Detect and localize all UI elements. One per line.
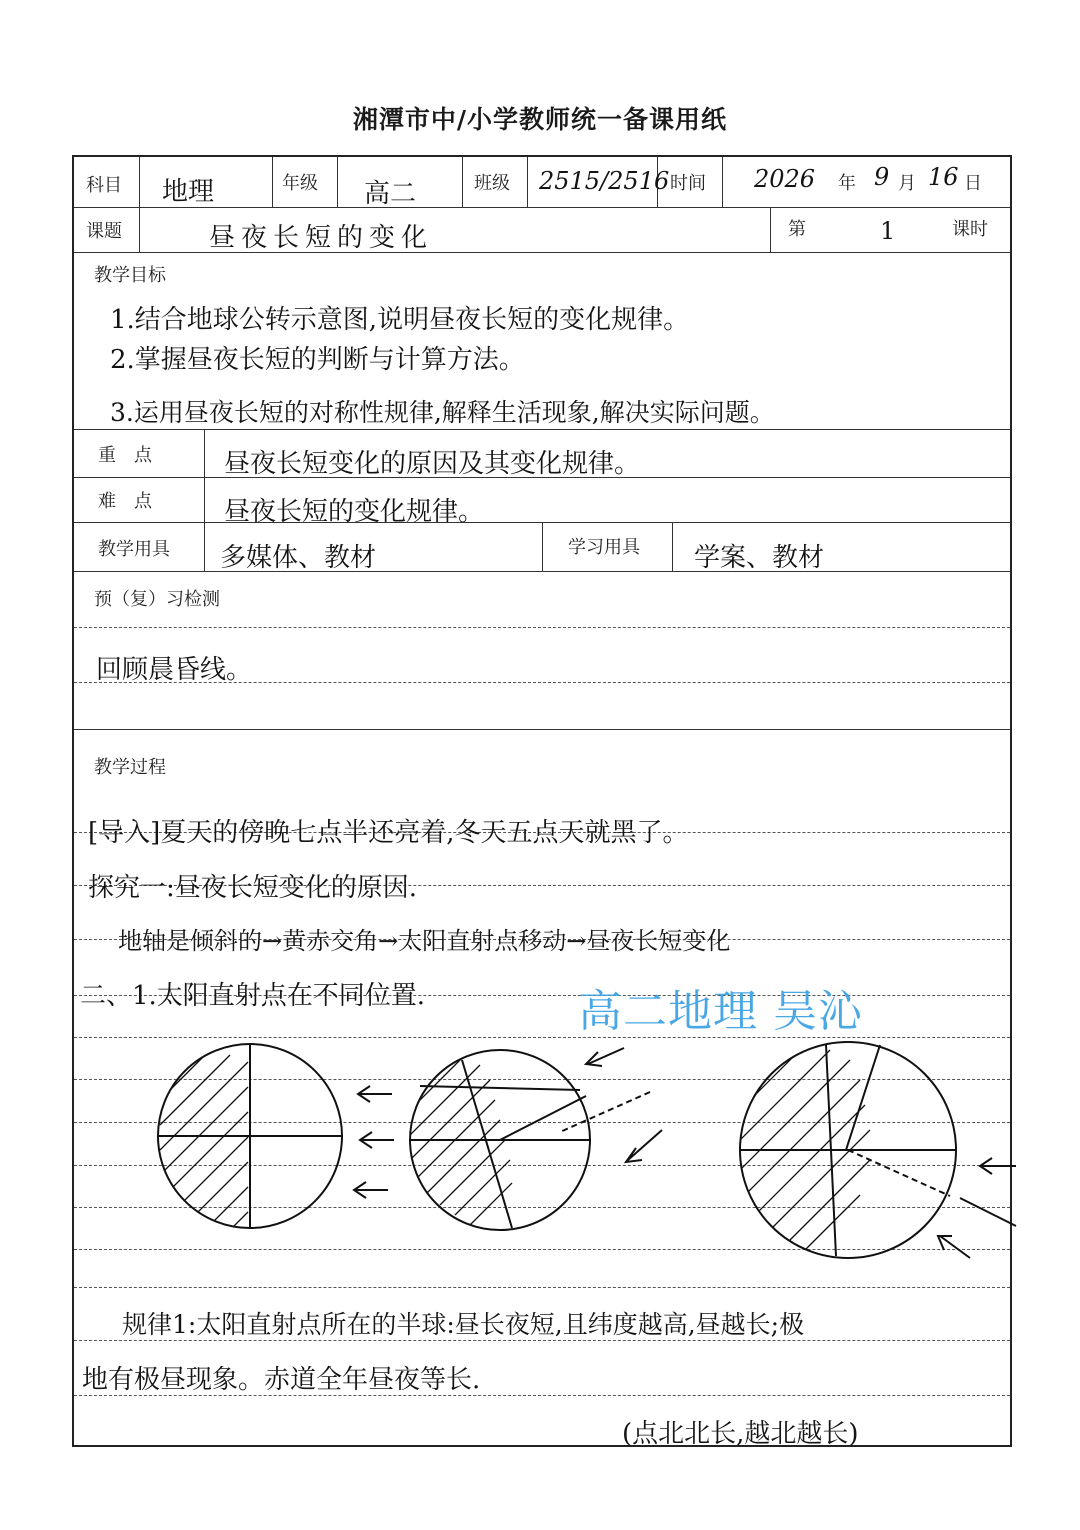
class-label: 班级 xyxy=(474,173,510,194)
objective-item: 3.运用昼夜长短的对称性规律,解释生活现象,解决实际问题。 xyxy=(110,398,775,427)
subject-value: 地理 xyxy=(162,177,215,207)
difficulty-value: 昼夜长短的变化规律。 xyxy=(224,497,485,527)
process-line: 地轴是倾斜的→黄赤交角→太阳直射点移动→昼夜长短变化 xyxy=(118,927,731,955)
rule-line: 规律1:太阳直射点所在的半球:昼长夜短,且纬度越高,昼越长;极 xyxy=(122,1310,805,1339)
objective-item: 2.掌握昼夜长短的判断与计算方法。 xyxy=(110,345,525,375)
lesson-prefix: 第 xyxy=(788,219,806,240)
process-label: 教学过程 xyxy=(94,757,166,778)
learning-tools-label: 学习用具 xyxy=(568,537,640,558)
watermark: 高二地理 吴沁 xyxy=(578,986,863,1037)
teaching-tools-value: 多媒体、教材 xyxy=(220,543,377,573)
grade-label: 年级 xyxy=(282,173,318,194)
lesson-number: 1 xyxy=(880,217,896,245)
process-line: [导入]夏天的傍晚七点半还亮着,冬天五点天就黑了。 xyxy=(88,818,689,848)
topic-value: 昼夜长短的变化 xyxy=(209,223,434,253)
grade-value: 高二 xyxy=(364,179,417,209)
earth-diagram-northern-summer xyxy=(410,1048,662,1230)
year-value: 2026 xyxy=(754,165,816,193)
earth-diagram-equinox xyxy=(158,1044,394,1245)
lesson-suffix: 课时 xyxy=(952,219,988,240)
month-value: 9 xyxy=(874,163,890,191)
preview-label: 预（复）习检测 xyxy=(94,589,220,610)
key-point-value: 昼夜长短变化的原因及其变化规律。 xyxy=(224,449,641,479)
time-label: 时间 xyxy=(670,173,706,194)
day-unit: 日 xyxy=(964,173,982,194)
day-value: 16 xyxy=(928,163,959,191)
year-unit: 年 xyxy=(838,173,856,194)
preview-value: 回顾晨昏线。 xyxy=(96,655,253,685)
topic-label: 课题 xyxy=(86,221,122,242)
process-line: 探究一:昼夜长短变化的原因. xyxy=(88,873,418,903)
learning-tools-value: 学案、教材 xyxy=(694,543,825,573)
earth-diagram-high-sun xyxy=(740,1040,1016,1258)
difficulty-label: 难 点 xyxy=(98,491,152,512)
teaching-tools-label: 教学用具 xyxy=(98,539,170,560)
process-line: 二、1.太阳直射点在不同位置. xyxy=(80,981,426,1011)
class-value: 2515/2516 xyxy=(539,167,670,195)
key-point-label: 重 点 xyxy=(98,445,152,466)
rule-note: (点北北长,越北越长) xyxy=(622,1419,859,1449)
rule-line: 地有极昼现象。赤道全年昼夜等长. xyxy=(82,1365,481,1395)
objectives-label: 教学目标 xyxy=(94,265,166,286)
form-title: 湘潭市中/小学教师统一备课用纸 xyxy=(352,105,728,134)
objective-item: 1.结合地球公转示意图,说明昼夜长短的变化规律。 xyxy=(110,305,690,335)
month-unit: 月 xyxy=(898,173,916,194)
subject-label: 科目 xyxy=(86,175,122,196)
